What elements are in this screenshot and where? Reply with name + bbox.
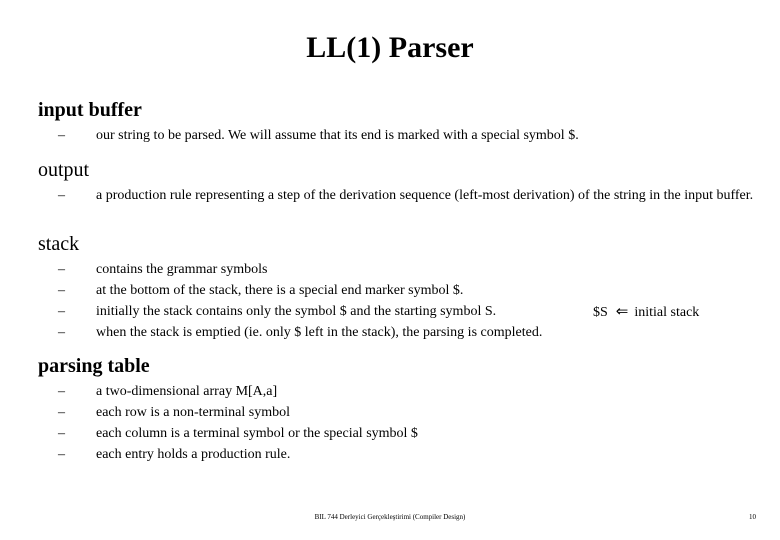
dash-bullet-icon: – (58, 304, 65, 319)
bullet-item (38, 301, 758, 322)
dash-bullet-icon: – (58, 188, 65, 203)
bullet-text: when the stack is emptied (ie. only $ left in the stack), the parsing is completed. (96, 325, 543, 340)
section-output (38, 158, 758, 206)
bullet-text: each entry holds a production rule. (96, 447, 291, 462)
section-stack (38, 232, 758, 343)
dash-bullet-icon: – (58, 384, 65, 399)
bullet-item (38, 185, 758, 206)
bullet-text: at the bottom of the stack, there is a special end marker symbol $. (96, 283, 464, 298)
bullet-list-input-buffer (38, 125, 758, 146)
section-input-buffer (38, 98, 758, 146)
bullet-text: each row is a non-terminal symbol (96, 405, 291, 420)
left-arrow-icon: ⇐ (615, 302, 629, 320)
dash-bullet-icon: – (58, 283, 65, 298)
footer-course-title: BIL 744 Derleyici Gerçekleştirimi (Compiler Design) (314, 513, 466, 521)
section-heading-parsing-table: parsing table (38, 355, 150, 377)
dash-bullet-icon: – (58, 128, 65, 143)
section-parsing-table (38, 354, 758, 465)
section-heading-input-buffer: input buffer (38, 99, 142, 121)
bullet-text: each column is a terminal symbol or the special symbol $ (96, 426, 418, 441)
bullet-item (38, 125, 758, 146)
bullet-item (38, 280, 758, 301)
bullet-item (38, 381, 758, 402)
bullet-item (38, 444, 758, 465)
dash-bullet-icon: – (58, 426, 65, 441)
section-heading-output: output (38, 159, 90, 181)
dash-bullet-icon: – (58, 447, 65, 462)
page-number: 10 (749, 513, 756, 521)
stack-symbols: $S (593, 305, 608, 320)
bullet-text: a two-dimensional array M[A,a] (96, 384, 278, 399)
bullet-list-parsing-table (38, 381, 758, 465)
initial-stack-note (593, 301, 699, 323)
bullet-item (38, 259, 758, 280)
section-heading-stack: stack (38, 233, 80, 255)
bullet-text: contains the grammar symbols (96, 262, 268, 277)
bullet-text: our string to be parsed. We will assume that its end is marked with a special symbol $. (96, 128, 579, 143)
dash-bullet-icon: – (58, 325, 65, 340)
dash-bullet-icon: – (58, 262, 65, 277)
bullet-item (38, 402, 758, 423)
bullet-item (38, 423, 758, 444)
bullet-text: initially the stack contains only the symbol $ and the starting symbol S. (96, 304, 497, 319)
initial-stack-label: initial stack (634, 305, 700, 320)
bullet-item (38, 322, 758, 343)
dash-bullet-icon: – (58, 405, 65, 420)
slide-title: LL(1) Parser (306, 31, 474, 64)
bullet-list-output (38, 185, 758, 206)
bullet-list-stack (38, 259, 758, 343)
bullet-text: a production rule representing a step of the derivation sequence (left-most derivation) of the string in the input buffer. (96, 188, 754, 203)
